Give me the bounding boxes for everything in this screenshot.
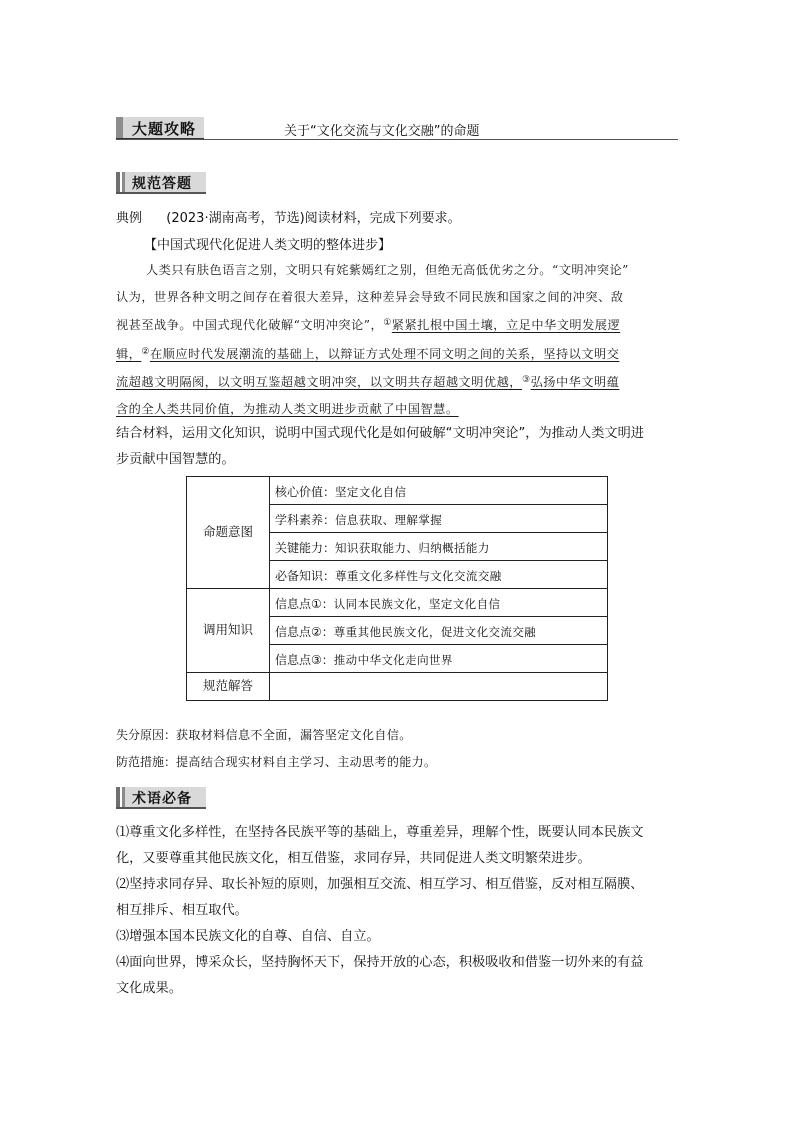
table-group-label: 调用知识 bbox=[202, 622, 253, 637]
loss-reason bbox=[116, 726, 412, 743]
row-value: 推动中华文化走向世界 bbox=[333, 653, 453, 667]
list-item: ⑷面向世界，博采众长，坚持胸怀天下，保持开放的心态，积极吸收和借鉴一切外来的有益 bbox=[116, 955, 644, 970]
row-value: 知识获取能力、归纳概括能力 bbox=[335, 541, 490, 555]
material-line bbox=[116, 310, 678, 339]
table-row bbox=[275, 567, 502, 584]
material-line bbox=[116, 339, 678, 368]
underlined-text: 紧紧扎根中国土壤，立足中华文明发展逻 bbox=[391, 318, 621, 332]
question-line: 步贡献中国智慧的。 bbox=[116, 452, 235, 467]
material-line: 认为，世界各种文明之间存在着很大差异，这种差异会导致不同民族和国家之间的冲突、敌 bbox=[116, 289, 624, 304]
material-line bbox=[116, 367, 678, 396]
row-value: 坚定文化自信 bbox=[335, 485, 407, 499]
section-heading-answering bbox=[116, 172, 206, 194]
note-key: 防范措施： bbox=[116, 755, 177, 769]
table-rule bbox=[187, 672, 607, 673]
note-value: 提高结合现实材料自主学习、主动思考的能力。 bbox=[176, 755, 437, 769]
marker-1: ① bbox=[383, 318, 392, 328]
list-item: ⑶增强本国本民族文化的自尊、自信、自立。 bbox=[116, 929, 380, 944]
underlined-text: 在顺应时代发展潮流的基础上，以辩证方式处理不同文明之间的关系，坚持以文明交 bbox=[149, 346, 620, 361]
row-key: 必备知识： bbox=[275, 569, 336, 583]
row-key: 核心价值： bbox=[275, 485, 336, 499]
note-value: 获取材料信息不全面，漏答坚定文化自信。 bbox=[176, 728, 412, 742]
table-group-label: 命题意图 bbox=[202, 524, 253, 539]
table-row bbox=[275, 511, 442, 528]
table-row bbox=[275, 595, 500, 612]
header-title: 关于“文化交流与文化交融”的命题 bbox=[284, 124, 480, 139]
table-rule bbox=[269, 532, 607, 533]
underlined-text: 辑， bbox=[116, 346, 142, 361]
table-rule bbox=[269, 504, 607, 505]
material-line bbox=[116, 396, 678, 423]
material-text: 视甚至战争。中国式现代化破解“文明冲突论”， bbox=[116, 318, 384, 332]
row-value: 认同本民族文化，坚定文化自信 bbox=[333, 597, 501, 611]
row-value: 尊重文化多样性与文化交流交融 bbox=[335, 569, 502, 583]
table-group-label: 规范解答 bbox=[202, 678, 253, 693]
prevention-measure bbox=[116, 753, 436, 770]
table-rule bbox=[269, 644, 607, 645]
table-rule bbox=[269, 616, 607, 617]
table-row bbox=[275, 483, 406, 500]
terms-list bbox=[116, 820, 682, 1002]
example-line bbox=[116, 207, 461, 226]
row-key: 信息点②： bbox=[275, 625, 334, 639]
question bbox=[116, 421, 682, 473]
row-value: 尊重其他民族文化，促进文化交流交融 bbox=[333, 625, 537, 639]
list-item: 文化成果。 bbox=[116, 981, 182, 996]
example-label: 典例 bbox=[116, 211, 143, 226]
material-title: 【中国式现代化促进人类文明的整体进步】 bbox=[144, 238, 392, 253]
material-passage bbox=[116, 257, 678, 422]
list-item: 化，又要尊重其他民族文化，相互借鉴，求同存异，共同促进人类文明繁荣进步。 bbox=[116, 851, 591, 866]
underlined-text: 流超越文明隔阂，以文明互鉴超越文明冲突，以文明共存超越文明优越， bbox=[116, 375, 522, 389]
row-key: 信息点①： bbox=[275, 597, 334, 611]
header-tag-label: 大题攻略 bbox=[132, 120, 197, 138]
underlined-text: 弘扬中华文明蕴 bbox=[530, 375, 620, 389]
list-item: ⑵坚持求同存异、取长补短的原则，加强相互交流、相互学习、相互借鉴，反对相互隔膜、 bbox=[116, 877, 644, 892]
row-value: 信息获取、理解掌握 bbox=[335, 513, 443, 527]
list-item: ⑴尊重文化多样性，在坚持各民族平等的基础上，尊重差异，理解个性，既要认同本民族文 bbox=[116, 825, 644, 840]
list-item: 相互排斥、相互取代。 bbox=[116, 903, 248, 918]
header-band bbox=[116, 116, 678, 140]
marker-3: ③ bbox=[522, 375, 531, 385]
section-title: 术语必备 bbox=[132, 791, 192, 807]
section-title: 规范答题 bbox=[132, 176, 192, 192]
header-tag bbox=[116, 117, 204, 140]
table-row bbox=[275, 539, 490, 556]
table-row bbox=[275, 623, 536, 640]
table-rule bbox=[187, 588, 607, 589]
table-rule bbox=[269, 560, 607, 561]
underlined-text: 含的全人类共同价值，为推动人类文明进步贡献了中国智慧。 bbox=[116, 401, 459, 416]
row-key: 学科素养： bbox=[275, 513, 336, 527]
section-heading-terms bbox=[116, 787, 206, 809]
row-key: 信息点③： bbox=[275, 653, 334, 667]
analysis-table bbox=[186, 476, 608, 701]
marker-2: ② bbox=[141, 346, 150, 357]
question-line: 结合材料，运用文化知识，说明中国式现代化是如何破解“文明冲突论”，为推动人类文明进 bbox=[116, 426, 644, 441]
row-key: 关键能力： bbox=[275, 541, 336, 555]
header-rule bbox=[116, 139, 678, 140]
table-row bbox=[275, 651, 453, 668]
material-line: 人类只有肤色语言之别，文明只有姹紫嫣红之别，但绝无高低优劣之分。“文明冲突论” bbox=[146, 263, 629, 277]
note-key: 失分原因： bbox=[116, 728, 177, 742]
example-text: (2023·湖南高考，节选)阅读材料，完成下列要求。 bbox=[166, 211, 461, 226]
